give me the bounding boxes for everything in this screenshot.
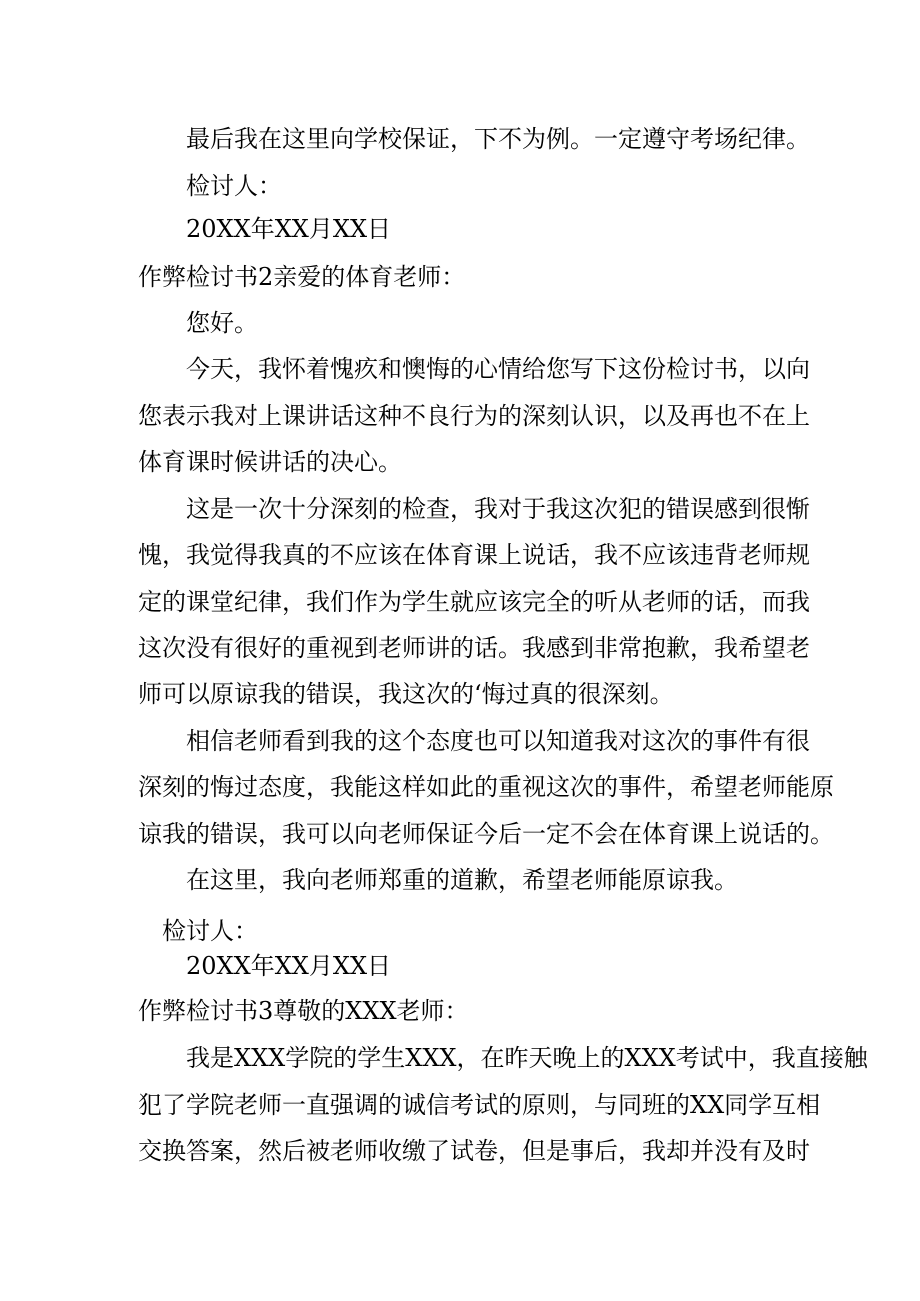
section-heading: 作弊检讨书2亲爱的体育老师： (138, 263, 466, 291)
paragraph-line: 深刻的悔过态度，我能这样如此的重视这次的事件，希望老师能原 (138, 773, 834, 801)
date-text: 20XX年XX月XX日 (186, 215, 392, 243)
paragraph-line: 我是XXX学院的学生XXX，在昨天晚上的XXX考试中，我直接触 (186, 1044, 868, 1072)
paragraph-line: 定的课堂纪律，我们作为学生就应该完全的听从老师的话，而我 (138, 588, 810, 616)
paragraph-line: 这次没有很好的重视到老师讲的话。我感到非常抱歉，我希望老 (138, 634, 810, 662)
paragraph-line: 师可以原谅我的错误，我这次的‘悔过真的很深刻。 (138, 680, 674, 708)
closing-promise-text: 最后我在这里向学校保证，下不为例。一定遵守考场纪律。 (186, 125, 810, 153)
greeting-text: 您好。 (186, 309, 258, 337)
signature-label: 检讨人： (186, 172, 282, 200)
paragraph-line: 体育课时候讲话的决心。 (138, 448, 402, 476)
paragraph-line: 谅我的错误，我可以向老师保证今后一定不会在体育课上说话的。 (138, 820, 834, 848)
paragraph-line: 这是一次十分深刻的检查，我对于我这次犯的错误感到很惭 (186, 495, 810, 523)
paragraph-line: 犯了学院老师一直强调的诚信考试的原则，与同班的XX同学互相 (138, 1091, 821, 1119)
signature-label: 检讨人： (162, 917, 258, 945)
section-heading: 作弊检讨书3尊敬的XXX老师： (138, 997, 469, 1025)
apology-text: 在这里，我向老师郑重的道歉，希望老师能原谅我。 (186, 866, 738, 894)
paragraph-line: 您表示我对上课讲话这种不良行为的深刻认识，以及再也不在上 (138, 402, 810, 430)
paragraph-line: 愧，我觉得我真的不应该在体育课上说话，我不应该违背老师规 (138, 541, 810, 569)
date-text: 20XX年XX月XX日 (186, 952, 392, 980)
paragraph-line: 相信老师看到我的这个态度也可以知道我对这次的事件有很 (186, 727, 810, 755)
paragraph-line: 今天，我怀着愧疚和懊悔的心情给您写下这份检讨书，以向 (186, 355, 810, 383)
paragraph-line: 交换答案，然后被老师收缴了试卷，但是事后，我却并没有及时 (138, 1137, 810, 1165)
